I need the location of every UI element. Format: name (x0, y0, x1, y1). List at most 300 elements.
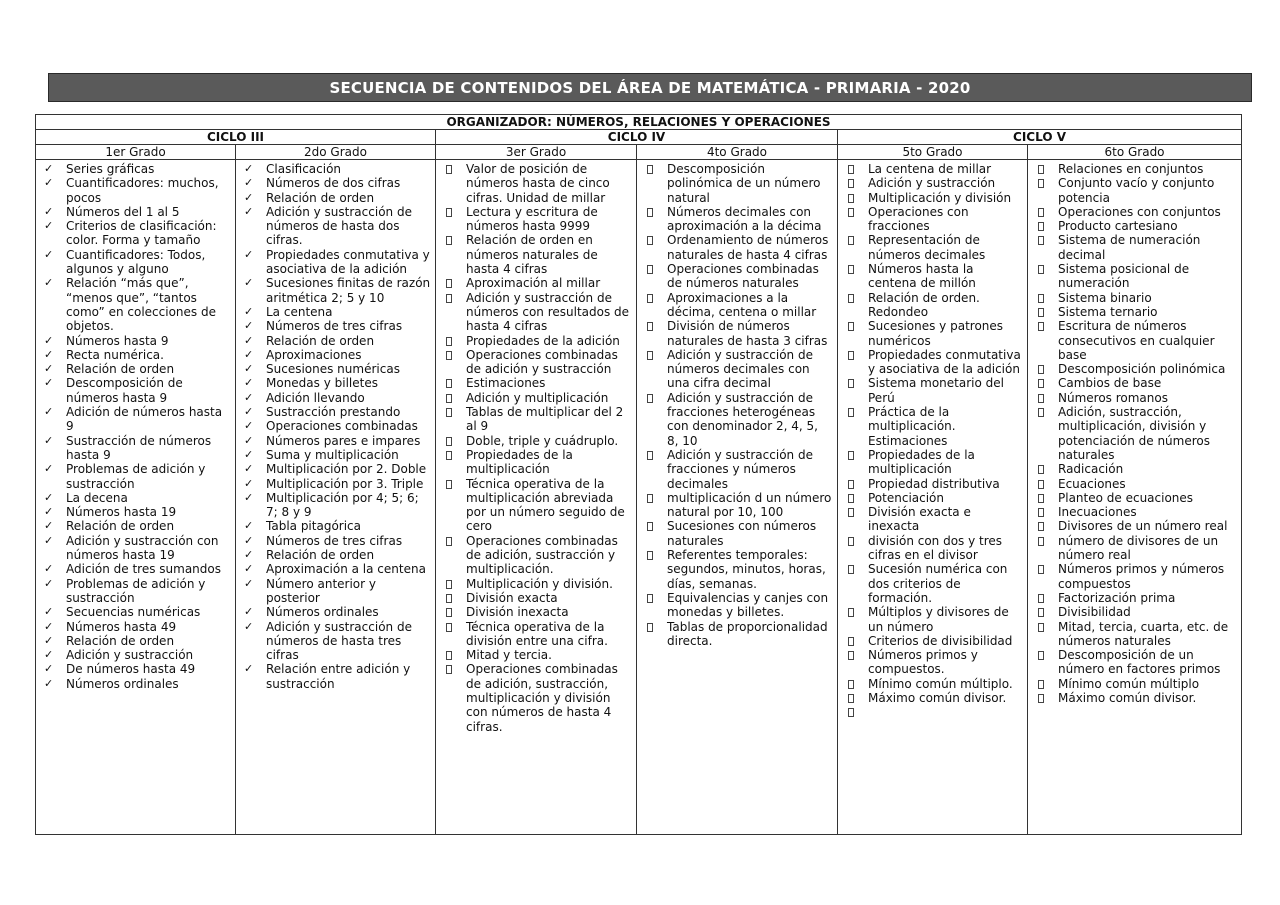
list-item (846, 691, 1023, 705)
checkmark-icon: ✓ (244, 333, 254, 347)
checkmark-icon: ✓ (44, 648, 54, 662)
checkmark-icon: ✓ (244, 204, 254, 218)
list-item (1036, 233, 1237, 262)
checkbox-square-icon (1038, 508, 1044, 517)
list-item (1036, 462, 1237, 476)
grado-1-header: 1er Grado (36, 145, 236, 160)
checkbox-square-icon (848, 537, 854, 546)
list-item-text: Adición y sustracción (66, 648, 194, 663)
list-item (244, 548, 431, 562)
checkbox-square-icon (1038, 294, 1044, 303)
list-item-text: Sucesiones con números naturales (667, 519, 817, 548)
list-item-text: Secuencias numéricas (66, 605, 201, 620)
list-item-text: Sistema ternario (1058, 304, 1158, 319)
list-item (846, 291, 1023, 320)
list-item (44, 605, 231, 619)
list-item (1036, 562, 1237, 591)
list-item (444, 534, 632, 577)
checkmark-icon: ✓ (44, 247, 54, 261)
checkmark-icon: ✓ (44, 490, 54, 504)
list-item-text: División exacta e inexacta (868, 505, 971, 534)
list-item (1036, 677, 1237, 691)
list-item-text: Sistema posicional de numeración (1058, 262, 1190, 291)
list-item-text: Sistema de numeración decimal (1058, 233, 1201, 262)
list-item (244, 348, 431, 362)
list-item (846, 534, 1023, 563)
list-item (1036, 505, 1237, 519)
checkbox-square-icon (848, 637, 854, 646)
list-item (1036, 219, 1237, 233)
list-item (1036, 291, 1237, 305)
list-item (44, 648, 231, 662)
checkbox-square-icon (1038, 379, 1044, 388)
checkmark-icon: ✓ (244, 319, 254, 333)
list-item-text: Producto cartesiano (1058, 219, 1178, 234)
checkbox-square-icon (1038, 165, 1044, 174)
list-item (1036, 319, 1237, 362)
list-item (444, 291, 632, 334)
checkmark-icon: ✓ (244, 433, 254, 447)
list-item-text: Mínimo común múltiplo. (868, 676, 1013, 691)
list-item-text: Número anterior y posterior (266, 576, 376, 605)
checkbox-square-icon (446, 451, 452, 460)
list-item-text: División inexacta (466, 605, 569, 620)
checkmark-icon: ✓ (44, 176, 54, 190)
list-item-text: Divisores de un número real (1058, 519, 1228, 534)
checkbox-square-icon (446, 208, 452, 217)
checkbox-square-icon (446, 165, 452, 174)
checkmark-icon: ✓ (244, 490, 254, 504)
ciclo-iv-header: CICLO IV (436, 130, 838, 145)
list-item-text: Adición de números hasta 9 (66, 405, 223, 434)
list-item (44, 405, 231, 434)
list-item-text: Mitad, tercia, cuarta, etc. de números naturales (1058, 619, 1229, 648)
list-item-text: Planteo de ecuaciones (1058, 490, 1194, 505)
list-item-text: Aproximaciones (266, 347, 362, 362)
list-item-text: Números primos y números compuestos (1058, 562, 1225, 591)
list-item (846, 376, 1023, 405)
list-item (846, 677, 1023, 691)
list-item-text: Sustracción de números hasta 9 (66, 433, 212, 462)
checkbox-square-icon (848, 408, 854, 417)
checkbox-square-icon (647, 451, 653, 460)
list-item (1036, 519, 1237, 533)
list-item-text: Referentes temporales: segundos, minutos, horas, días, semanas. (667, 548, 826, 591)
ciclo-iii-header: CICLO III (36, 130, 436, 145)
list-item-text: Operaciones combinadas (266, 419, 418, 434)
checkbox-square-icon (446, 623, 452, 632)
list-item-text: Doble, triple y cuádruplo. (466, 433, 619, 448)
grado-5-content (838, 160, 1028, 835)
list-item-text: Propiedades de la multiplicación (466, 447, 573, 477)
checkmark-icon: ✓ (244, 376, 254, 390)
list-item (1036, 262, 1237, 291)
checkmark-icon: ✓ (244, 247, 254, 261)
list-item-text: Operaciones con conjuntos (1058, 204, 1221, 219)
checkmark-icon: ✓ (44, 605, 54, 619)
list-item (1036, 362, 1237, 376)
checkbox-square-icon (1038, 680, 1044, 689)
checkmark-icon: ✓ (244, 619, 254, 633)
grado-3-list (436, 160, 636, 734)
list-item (846, 348, 1023, 377)
checkmark-icon: ✓ (244, 605, 254, 619)
list-item-text: Máximo común divisor. (868, 690, 1007, 705)
list-item (1036, 491, 1237, 505)
list-item-text: Sustracción prestando (266, 405, 401, 420)
list-item-text: Series gráficas (66, 162, 155, 176)
list-item-text: Ordenamiento de números naturales de hasta 4 cifras (667, 233, 829, 262)
list-item-text: Valor de posición de números hasta de cinco cifras. Unidad de millar (466, 162, 610, 205)
checkmark-icon: ✓ (244, 362, 254, 376)
list-item-text: Sistema monetario del Perú (868, 376, 1004, 405)
list-item (444, 276, 632, 290)
checkbox-square-icon (848, 265, 854, 274)
checkmark-icon: ✓ (44, 619, 54, 633)
grado-2-content (236, 160, 436, 835)
list-item-text: Multiplicación por 2. Doble (266, 462, 427, 477)
list-item (444, 591, 632, 605)
list-item-text: Operaciones combinadas de adición, sustracción, multiplicación y división con números de hasta 4 cifras. (466, 662, 618, 734)
list-item (244, 605, 431, 619)
checkmark-icon: ✓ (244, 162, 254, 175)
list-item-text: Relación “más que”, “menos que”, “tantos como” en colecciones de objetos. (66, 276, 216, 334)
list-item-text: Sucesión numérica con dos criterios de formación. (868, 562, 1008, 605)
list-item-text: Recta numérica. (66, 347, 164, 362)
list-item (244, 562, 431, 576)
list-item-text: Relación de orden. Redondeo (868, 290, 980, 319)
list-item (846, 634, 1023, 648)
list-item (244, 176, 431, 190)
checkbox-square-icon (446, 537, 452, 546)
checkmark-icon: ✓ (44, 505, 54, 519)
list-item (244, 577, 431, 606)
list-item-text: Factorización prima (1058, 590, 1176, 605)
checkbox-square-icon (848, 294, 854, 303)
checkbox-square-icon (446, 337, 452, 346)
list-item-text: Números ordinales (266, 605, 379, 620)
checkbox-square-icon (446, 351, 452, 360)
list-item-text: Sucesiones numéricas (266, 362, 400, 377)
checkmark-icon: ✓ (244, 562, 254, 576)
list-item (645, 391, 833, 448)
list-item-text: Números primos y compuestos. (868, 648, 978, 677)
checkbox-square-icon (1038, 623, 1044, 632)
list-item (1036, 620, 1237, 649)
checkbox-square-icon (1038, 408, 1044, 417)
list-item-text: Monedas y billetes (266, 376, 378, 391)
list-item-text: Cambios de base (1058, 376, 1162, 391)
checkbox-square-icon (848, 508, 854, 517)
list-item-text: Números hasta 9 (66, 333, 169, 348)
list-item (444, 434, 632, 448)
list-item (444, 577, 632, 591)
checkbox-square-icon (848, 480, 854, 489)
checkbox-square-icon (647, 294, 653, 303)
list-item (244, 477, 431, 491)
list-item-text: División exacta (466, 590, 558, 605)
checkbox-square-icon (446, 608, 452, 617)
grado-2-list (236, 160, 435, 691)
list-item (44, 562, 231, 576)
list-item (244, 362, 431, 376)
list-item-text: Relación de orden (66, 519, 175, 534)
list-item-text: Números de tres cifras (266, 533, 403, 548)
list-item-text: Relación de orden (266, 333, 375, 348)
list-item-text: Mínimo común múltiplo (1058, 676, 1200, 691)
list-item (44, 462, 231, 491)
checkmark-icon: ✓ (244, 176, 254, 190)
list-item-text: Descomposición polinómica de un número natural (667, 162, 821, 205)
list-item-text: multiplicación d un número natural por 10, 100 (667, 490, 832, 520)
checkbox-square-icon (1038, 179, 1044, 188)
list-item (846, 162, 1023, 176)
list-item-text: Adición y sustracción de números de hasta tres cifras (266, 619, 412, 663)
list-item-text: Multiplicación y división (868, 190, 1012, 205)
checkmark-icon: ✓ (244, 190, 254, 204)
list-item-text: Adición y sustracción de números decimales con una cifra decimal (667, 347, 813, 391)
checkbox-square-icon (1038, 236, 1044, 245)
checkmark-icon: ✓ (44, 433, 54, 447)
list-item (444, 405, 632, 434)
grado-4-content (637, 160, 838, 835)
checkmark-icon: ✓ (44, 676, 54, 690)
checkmark-icon: ✓ (44, 633, 54, 647)
list-item-text: Escritura de números consecutivos en cualquier base (1058, 319, 1215, 362)
checkbox-square-icon (848, 451, 854, 460)
list-item-text: Suma y multiplicación (266, 447, 399, 462)
checkmark-icon: ✓ (244, 447, 254, 461)
list-item-text: Relación de orden (266, 548, 375, 563)
list-item (846, 319, 1023, 348)
list-item (846, 233, 1023, 262)
checkbox-square-icon (1038, 308, 1044, 317)
list-item (244, 419, 431, 433)
list-item (244, 534, 431, 548)
list-item (1036, 305, 1237, 319)
list-item (244, 248, 431, 277)
grado-3-header: 3er Grado (436, 145, 637, 160)
list-item (444, 162, 632, 205)
list-item-text: número de divisores de un número real (1058, 533, 1219, 563)
list-item (44, 348, 231, 362)
checkbox-square-icon (446, 294, 452, 303)
content-sequence-table (35, 114, 1242, 835)
list-item (1036, 591, 1237, 605)
list-item (44, 662, 231, 676)
list-item-text: Mitad y tercia. (466, 648, 552, 663)
list-item (44, 577, 231, 606)
checkmark-icon: ✓ (44, 362, 54, 376)
list-item (244, 491, 431, 520)
list-item (846, 491, 1023, 505)
list-item (244, 376, 431, 390)
list-item-text: Números de dos cifras (266, 176, 401, 191)
checkmark-icon: ✓ (244, 533, 254, 547)
list-item-text: Práctica de la multiplicación. Estimaciones (868, 405, 956, 448)
list-item-text: La decena (66, 490, 128, 505)
list-item (44, 620, 231, 634)
checkbox-square-icon (848, 694, 854, 703)
list-item (846, 505, 1023, 534)
grado-5-list (838, 160, 1027, 705)
list-item (44, 376, 231, 405)
list-item-text: Equivalencias y canjes con monedas y billetes. (667, 590, 829, 620)
list-item-text: Números del 1 al 5 (66, 204, 180, 219)
list-item-text: Sucesiones y patrones numéricos (868, 319, 1004, 348)
checkbox-square-icon (647, 165, 653, 174)
list-item (444, 205, 632, 234)
list-item-text: De números hasta 49 (66, 662, 196, 677)
checkbox-square-icon (1038, 465, 1044, 474)
checkbox-square-icon (1038, 694, 1044, 703)
list-item (44, 677, 231, 691)
list-item (244, 191, 431, 205)
grado-3-content (436, 160, 637, 835)
list-item-text: Adición y sustracción de números con resultados de hasta 4 cifras (466, 290, 630, 334)
checkbox-square-icon (1038, 322, 1044, 331)
list-item (645, 591, 833, 620)
checkbox-square-icon (848, 608, 854, 617)
checkbox-square-icon (446, 665, 452, 674)
list-item-text: Operaciones con fracciones (868, 204, 969, 234)
list-item (846, 477, 1023, 491)
list-item-text: Máximo común divisor. (1058, 690, 1197, 705)
list-item (244, 391, 431, 405)
list-item (444, 605, 632, 619)
checkbox-square-icon (848, 165, 854, 174)
grado-5-header: 5to Grado (838, 145, 1028, 160)
checkmark-icon: ✓ (44, 219, 54, 233)
list-item-text: Ecuaciones (1058, 476, 1126, 491)
list-item-text: Relación entre adición y sustracción (266, 662, 411, 691)
checkbox-square-icon (1038, 494, 1044, 503)
checkmark-icon: ✓ (244, 276, 254, 290)
list-item (1036, 534, 1237, 563)
organizer-header: ORGANIZADOR: NÚMEROS, RELACIONES Y OPERACIONES (36, 115, 1242, 130)
checkmark-icon: ✓ (44, 276, 54, 290)
list-item-text: La centena de millar (868, 162, 992, 176)
checkbox-square-icon (647, 322, 653, 331)
checkmark-icon: ✓ (244, 419, 254, 433)
checkmark-icon: ✓ (244, 519, 254, 533)
list-item-text: Criterios de clasificación: color. Forma y tamaño (66, 219, 217, 248)
list-item-text: Operaciones combinadas de números naturales (667, 262, 819, 291)
checkbox-square-icon (647, 265, 653, 274)
list-item (1036, 405, 1237, 462)
checkbox-square-icon (848, 351, 854, 360)
list-item (244, 305, 431, 319)
list-item-text: Adición llevando (266, 390, 365, 405)
checkmark-icon: ✓ (44, 376, 54, 390)
checkbox-square-icon (1038, 651, 1044, 660)
list-item-text: Propiedades conmutativa y asociativa de la adición (266, 247, 430, 277)
list-item-text: Adición y sustracción de fracciones y números decimales (667, 447, 813, 491)
list-item (244, 276, 431, 305)
list-item-text: Representación de números decimales (868, 233, 986, 262)
grado-1-list (36, 160, 235, 691)
list-item-text: Adición y sustracción de números de hasta dos cifras. (266, 204, 412, 248)
checkbox-square-icon (848, 708, 854, 717)
list-item-text: Cuantificadores: muchos, pocos (66, 176, 219, 205)
list-item-text: Adición, sustracción, multiplicación, división y potenciación de números naturales (1058, 405, 1210, 462)
list-item (645, 233, 833, 262)
list-item-text: Conjunto vacío y conjunto potencia (1058, 176, 1215, 205)
list-item-text: Relación de orden (266, 190, 375, 205)
list-item (444, 334, 632, 348)
checkbox-square-icon (1038, 222, 1044, 231)
list-item-text: Propiedad distributiva (868, 476, 1000, 491)
list-item (44, 519, 231, 533)
list-item (444, 662, 632, 733)
list-item (645, 291, 833, 320)
checkbox-square-icon (1038, 265, 1044, 274)
list-item (846, 448, 1023, 477)
list-item-text: Sucesiones finitas de razón aritmética 2; 5 y 10 (266, 276, 431, 305)
list-item-text: Potenciación (868, 490, 945, 505)
list-item-text: Cuantificadores: Todos, algunos y alguno (66, 247, 206, 277)
list-item-text: Clasificación (266, 162, 342, 176)
checkbox-square-icon (446, 480, 452, 489)
list-item (1036, 205, 1237, 219)
checkbox-square-icon (647, 522, 653, 531)
checkbox-square-icon (1038, 394, 1044, 403)
list-item-text: Propiedades de la multiplicación (868, 447, 975, 477)
list-item-text: Números hasta 19 (66, 505, 177, 520)
checkbox-square-icon (446, 394, 452, 403)
list-item (645, 548, 833, 591)
checkbox-square-icon (647, 551, 653, 560)
list-item (44, 491, 231, 505)
list-item (244, 405, 431, 419)
list-item-text: Múltiplos y divisores de un número (868, 605, 1009, 634)
list-item (645, 620, 833, 649)
list-item-text: Propiedades de la adición (466, 333, 620, 348)
list-item (244, 662, 431, 691)
list-item-text: Relaciones en conjuntos (1058, 162, 1204, 176)
list-item (444, 233, 632, 276)
list-item-text: Adición y sustracción de fracciones heterogéneas con denominador 2, 4, 5, 8, 10 (667, 390, 818, 448)
list-item (645, 319, 833, 348)
list-item-text: Lectura y escritura de números hasta 9999 (466, 204, 598, 234)
checkmark-icon: ✓ (244, 576, 254, 590)
list-item-text: Adición de tres sumandos (66, 562, 221, 577)
list-item (44, 434, 231, 463)
checkbox-square-icon (446, 236, 452, 245)
list-item (645, 519, 833, 548)
list-item (1036, 376, 1237, 390)
list-item (244, 519, 431, 533)
list-item (1036, 648, 1237, 677)
list-item-text: Problemas de adición y sustracción (66, 576, 206, 605)
list-item (1036, 162, 1237, 176)
list-item (44, 276, 231, 333)
list-item (44, 505, 231, 519)
list-item (1036, 391, 1237, 405)
checkmark-icon: ✓ (244, 662, 254, 676)
list-item (244, 620, 431, 663)
list-item-text: Tablas de multiplicar del 2 al 9 (466, 405, 624, 434)
grado-6-header: 6to Grado (1028, 145, 1242, 160)
checkbox-square-icon (446, 437, 452, 446)
checkbox-square-icon (1038, 565, 1044, 574)
checkbox-square-icon (1038, 208, 1044, 217)
checkmark-icon: ✓ (244, 548, 254, 562)
list-item (1036, 691, 1237, 705)
checkmark-icon: ✓ (244, 347, 254, 361)
checkmark-icon: ✓ (44, 576, 54, 590)
checkmark-icon: ✓ (44, 562, 54, 576)
